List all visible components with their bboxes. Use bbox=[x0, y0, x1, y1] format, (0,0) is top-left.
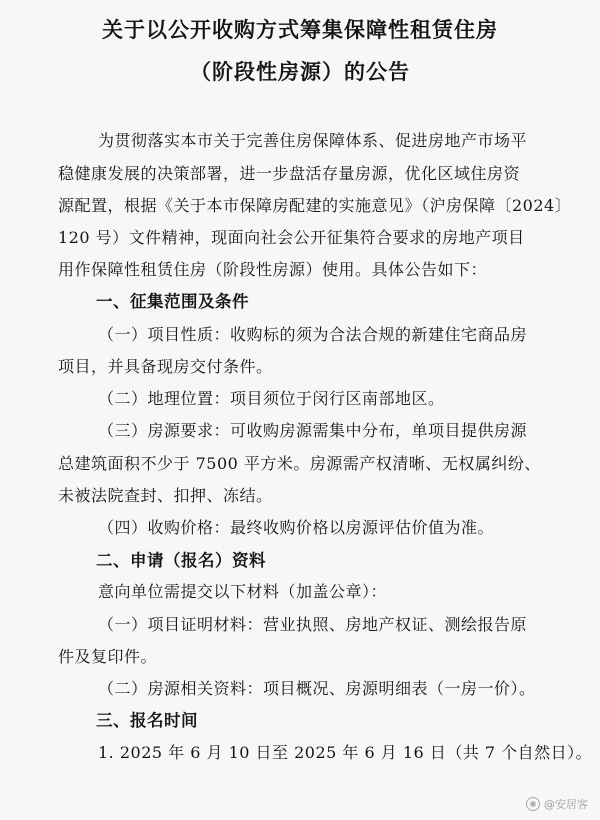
s2-item2: （二）房源相关资料：项目概况、房源明细表（一房一价）。 bbox=[98, 679, 536, 698]
intro-line-2: 稳健康发展的决策部署，进一步盘活存量房源，优化区域住房资 bbox=[58, 164, 521, 183]
s1-item3-line2: 总建筑面积不少于 7500 平方米。房源需产权清晰、无权属纠纷、 bbox=[58, 454, 541, 473]
section-3-heading: 三、报名时间 bbox=[96, 711, 198, 730]
s2-item1-line1: （一）项目证明材料：营业执照、房地产权证、测绘报告原 bbox=[98, 615, 528, 634]
s1-item3-line1: （三）房源要求：可收购房源需集中分布，单项目提供房源 bbox=[98, 421, 528, 440]
watermark bbox=[526, 796, 588, 812]
s1-item4: （四）收购价格：最终收购价格以房源评估价值为准。 bbox=[98, 518, 495, 537]
watermark-text: @安居客 bbox=[544, 798, 588, 811]
s1-item1-line2: 项目，并具备现房交付条件。 bbox=[58, 357, 273, 376]
intro-line-1: 为贯彻落实本市关于完善住房保障体系、促进房地产市场平 bbox=[98, 131, 528, 150]
s1-item2: （二）地理位置：项目须位于闵行区南部地区。 bbox=[98, 389, 445, 408]
s1-item3-line3: 未被法院查封、扣押、冻结。 bbox=[58, 486, 273, 505]
section-1-heading: 一、征集范围及条件 bbox=[96, 292, 249, 311]
title-line-1: 关于以公开收购方式筹集保障性租赁住房 bbox=[102, 18, 498, 42]
s2-item1-line2: 件及复印件。 bbox=[58, 647, 158, 666]
intro-line-4: 120 号）文件精神，现面向社会公开征集符合要求的房地产项目 bbox=[58, 228, 525, 247]
s1-item1-line1: （一）项目性质：收购标的须为合法合规的新建住宅商品房 bbox=[98, 325, 528, 344]
title-line-2: （阶段性房源）的公告 bbox=[190, 60, 410, 84]
camera-icon: ◉ bbox=[526, 797, 540, 811]
s3-item1: 1. 2025 年 6 月 10 日至 2025 年 6 月 16 日（共 7 个自然日）。 bbox=[98, 743, 593, 762]
intro-line-5: 用作保障性租赁住房（阶段性房源）使用。具体公告如下： bbox=[58, 260, 488, 279]
intro-line-3: 源配置，根据《关于本市保障房配建的实施意见》（沪房保障〔2024〕 bbox=[58, 196, 572, 215]
section-2-heading: 二、申请（报名）资料 bbox=[96, 551, 266, 570]
s2-intro: 意向单位需提交以下材料（加盖公章）： bbox=[98, 582, 388, 601]
